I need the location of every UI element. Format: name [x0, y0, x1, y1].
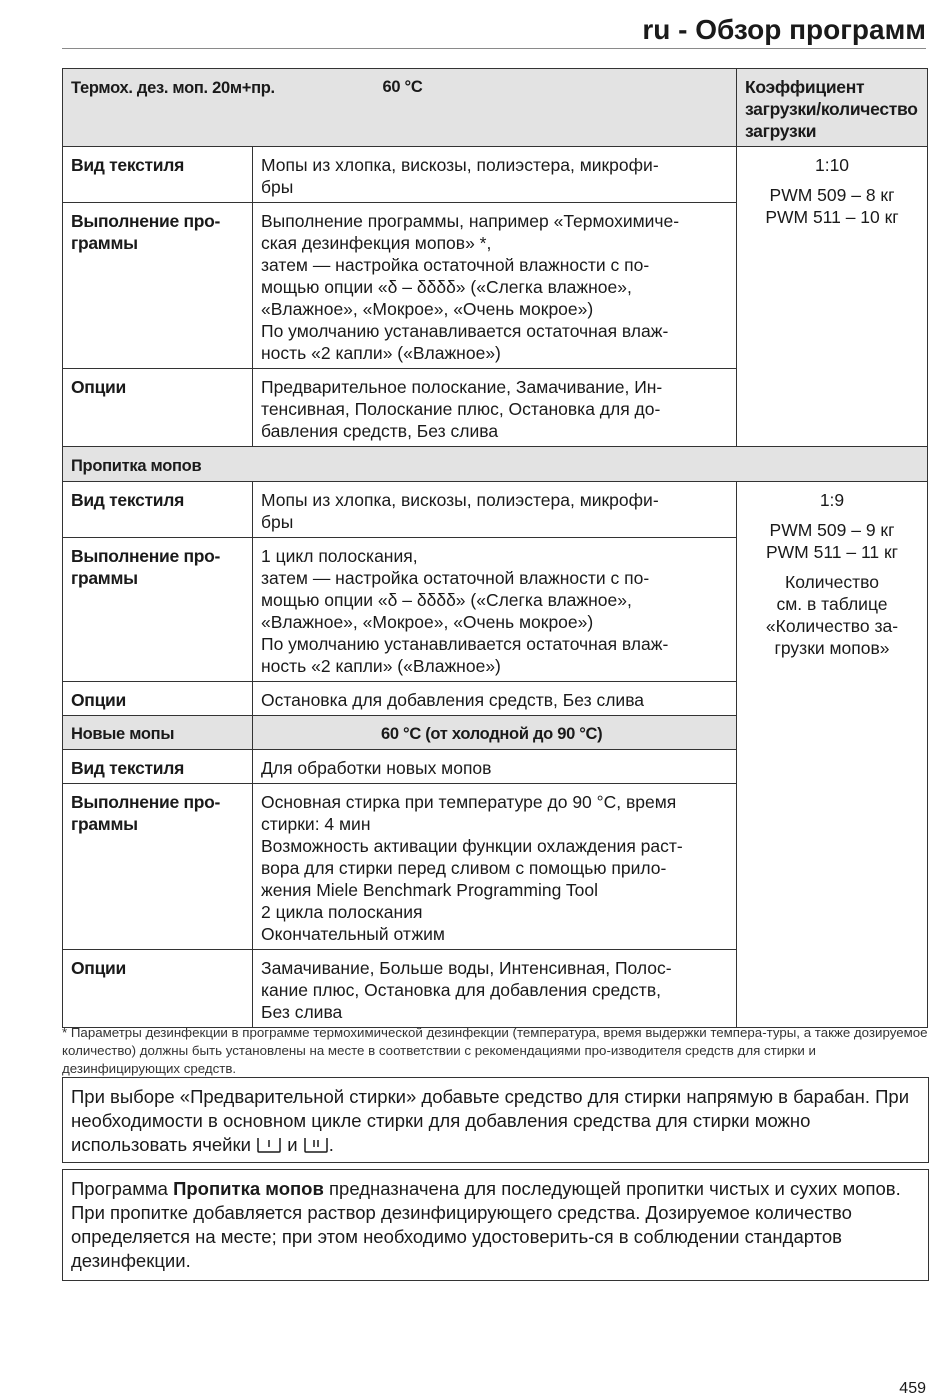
drawer-compartment-I-icon	[256, 1136, 282, 1154]
text-textile: Мопы из хлопка, вискозы, полиэстера, микрофи- бры	[253, 482, 737, 538]
drawer-compartment-II-icon	[303, 1136, 329, 1154]
note-impregnation-text: предназначена для последующей пропитки чистых и сухих мопов. При пропитке добавляется раствор дезинфицирующего средства. Дозируемое количество определяется на месте; при этом необходимо удостоверить-ся в соблюдении стандартов дезинфекции.	[71, 1178, 901, 1271]
program-name-thermo: Термох. дез. моп. 20м+пр.	[71, 79, 275, 97]
note-impregnation-prefix: Программа	[71, 1178, 168, 1199]
header-divider	[62, 48, 926, 49]
program-table	[62, 68, 928, 1028]
program-temp-thermo: 60 °C	[382, 78, 423, 96]
text-textile: Для обработки новых мопов	[253, 750, 737, 784]
text-options: Остановка для добавления средств, Без слива	[253, 682, 737, 716]
note-prewash-end: .	[328, 1134, 334, 1155]
footnote: * Параметры дезинфекции в программе термохимической дезинфекции (температура, время выдержки темпера-туры, а также дозируемое количество) должны быть установлены на месте в соответствии с рекомендациями про-изводителя средств для стирки и дезинфицирующих средств.	[62, 1025, 928, 1076]
load-pwm509: PWM 509 – 9 кг	[769, 520, 895, 540]
load-pwm509: PWM 509 – 8 кг	[769, 185, 895, 205]
page-header-title: ru - Обзор программ	[642, 14, 926, 45]
note-prewash	[62, 1077, 929, 1163]
program-header-impregnation	[63, 447, 928, 482]
text-run: Выполнение программы, например «Термохимиче- ская дезинфекция мопов» *, затем — настройка остаточной влажности с по- мощью опции «δ – δδδδ» («Слегка влажное», «Влажное», «Мокрое», «Очень мокрое») По умолчанию устанавливается остаточная влаж- ность «2 капли» («Влажное»)	[253, 203, 737, 369]
program-name-impregnation: Пропитка мопов	[71, 457, 202, 475]
coef-header: Коэффициент загрузки/количество загрузки	[737, 69, 928, 147]
label-run: Выполнение про- граммы	[63, 784, 253, 950]
text-textile: Мопы из хлопка, вискозы, полиэстера, микрофи- бры	[253, 147, 737, 203]
program-temp-new-mops: 60 °C (от холодной до 90 °C)	[253, 716, 737, 750]
note-impregnation-program: Пропитка мопов	[173, 1178, 324, 1199]
label-run: Выполнение про- граммы	[63, 538, 253, 682]
label-run: Выполнение про- граммы	[63, 203, 253, 369]
load-note: Количество см. в таблице «Количество за- грузки мопов»	[765, 572, 899, 658]
label-textile: Вид текстиля	[63, 750, 253, 784]
label-options: Опции	[63, 950, 253, 1028]
label-options: Опции	[63, 682, 253, 716]
text-run: Основная стирка при температуре до 90 °C, время стирки: 4 мин Возможность активации функции охлаждения раст- вора для стирки перед сливом с помощью прило- жения Miele Benchmark Programming Tool 2 цикла полоскания Окончательный отжим	[253, 784, 737, 950]
note-prewash-text: При выборе «Предварительной стирки» добавьте средство для стирки напрямую в барабан. При необходимости в основном цикле стирки для добавления средства для стирки можно использовать ячейки	[71, 1086, 910, 1155]
load-ratio: 1:10	[814, 155, 850, 175]
row-textile-thermo	[63, 147, 928, 203]
load-cell-thermo	[737, 147, 928, 447]
program-header-thermo	[63, 69, 928, 147]
text-options: Замачивание, Больше воды, Интенсивная, Полос- кание плюс, Остановка для добавления средств, Без слива	[253, 950, 737, 1028]
load-ratio: 1:9	[819, 490, 845, 510]
note-impregnation	[62, 1169, 929, 1281]
label-options: Опции	[63, 369, 253, 447]
text-run: 1 цикл полоскания, затем — настройка остаточной влажности с по- мощью опции «δ – δδδδ» («Слегка влажное», «Влажное», «Мокрое», «Очень мокрое») По умолчанию устанавливается остаточная влаж- ность «2 капли» («Влажное»)	[253, 538, 737, 682]
label-textile: Вид текстиля	[63, 147, 253, 203]
load-pwm511: PWM 511 – 11 кг	[765, 542, 899, 562]
note-prewash-and: и	[287, 1134, 298, 1155]
label-textile: Вид текстиля	[63, 482, 253, 538]
text-options: Предварительное полоскание, Замачивание, Ин- тенсивная, Полоскание плюс, Остановка для до- бавления средств, Без слива	[253, 369, 737, 447]
page-number: 459	[899, 1380, 926, 1397]
load-cell-impregnation	[737, 482, 928, 1028]
row-textile-impregnation	[63, 482, 928, 538]
program-name-new-mops: Новые мопы	[63, 716, 253, 750]
load-pwm511: PWM 511 – 10 кг	[765, 207, 899, 227]
